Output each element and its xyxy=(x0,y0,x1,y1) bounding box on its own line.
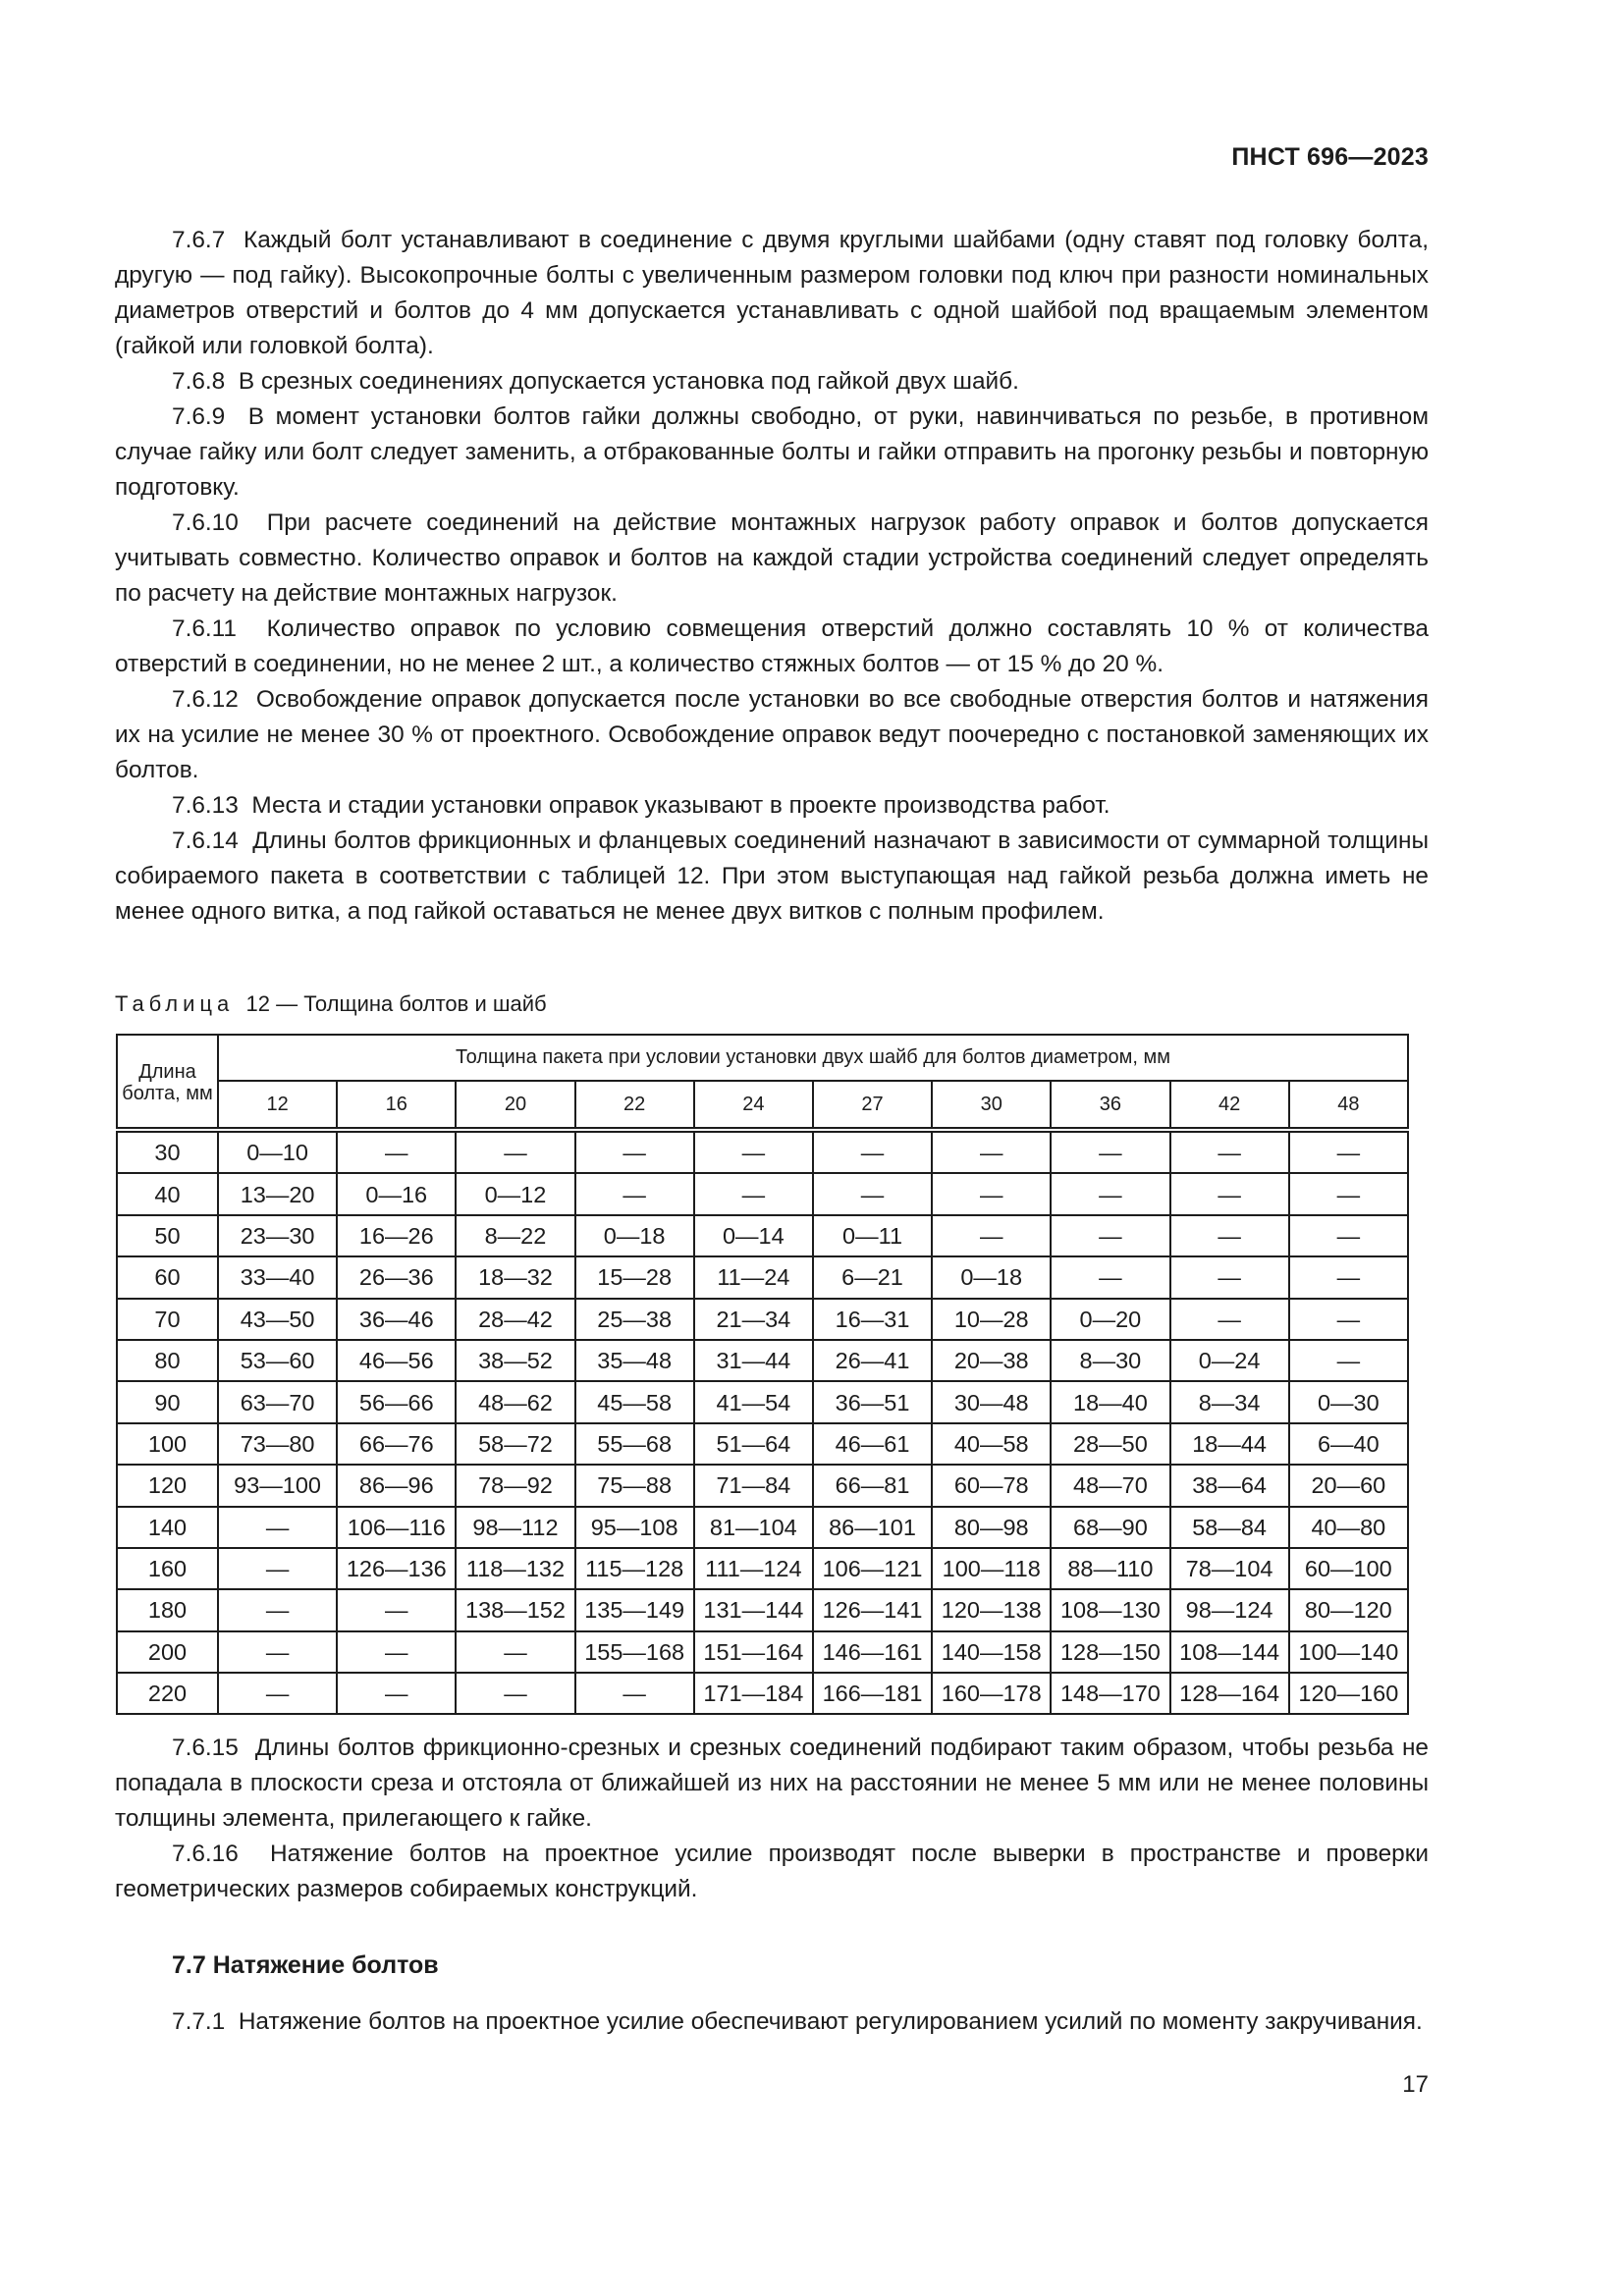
table-cell: 75—88 xyxy=(575,1465,694,1506)
paragraph-7-6-15 xyxy=(115,1731,1429,1837)
table-cell: 58—84 xyxy=(1170,1507,1289,1548)
table-cell: 36—51 xyxy=(813,1381,932,1422)
table-cell: — xyxy=(337,1673,456,1714)
table-cell: 93—100 xyxy=(218,1465,337,1506)
clause-number: 7.6.7 xyxy=(172,227,226,253)
table-cell: — xyxy=(1170,1299,1289,1340)
table-cell: — xyxy=(932,1215,1051,1256)
column-header-diameter: 27 xyxy=(813,1081,932,1130)
table-cell: 115—128 xyxy=(575,1548,694,1589)
table-cell: 6—21 xyxy=(813,1256,932,1298)
table-row xyxy=(117,1589,1408,1630)
table-cell: — xyxy=(337,1631,456,1673)
table-cell: 78—92 xyxy=(456,1465,574,1506)
table-cell: — xyxy=(456,1130,574,1173)
row-header-bolt-length: 50 xyxy=(117,1215,218,1256)
table-cell: — xyxy=(813,1130,932,1173)
table-cell: 18—44 xyxy=(1170,1423,1289,1465)
table-cell: 41—54 xyxy=(694,1381,813,1422)
table-cell: — xyxy=(1289,1299,1408,1340)
table-cell: 118—132 xyxy=(456,1548,574,1589)
table-cell: — xyxy=(456,1673,574,1714)
table-cell: 46—61 xyxy=(813,1423,932,1465)
table-cell: 18—40 xyxy=(1051,1381,1169,1422)
table-cell: — xyxy=(694,1130,813,1173)
table-cell: 45—58 xyxy=(575,1381,694,1422)
table-cell: 31—44 xyxy=(694,1340,813,1381)
table-cell: — xyxy=(337,1130,456,1173)
table-cell: 0—16 xyxy=(337,1173,456,1214)
table-cell: 25—38 xyxy=(575,1299,694,1340)
paragraph-7-6-14 xyxy=(115,824,1429,930)
table-cell: 28—50 xyxy=(1051,1423,1169,1465)
table-cell: 146—161 xyxy=(813,1631,932,1673)
table-cell: 160—178 xyxy=(932,1673,1051,1714)
table-caption-label: Таблица xyxy=(115,991,235,1016)
table-cell: 166—181 xyxy=(813,1673,932,1714)
table-cell: — xyxy=(218,1507,337,1548)
table-cell: — xyxy=(456,1631,574,1673)
paragraph-7-6-7 xyxy=(115,223,1429,364)
table-cell: 0—18 xyxy=(932,1256,1051,1298)
table-cell: 126—136 xyxy=(337,1548,456,1589)
document-code: ПНСТ 696—2023 xyxy=(1231,143,1429,171)
table-row xyxy=(117,1548,1408,1589)
table-cell: 55—68 xyxy=(575,1423,694,1465)
row-header-bolt-length: 30 xyxy=(117,1130,218,1173)
row-header-bolt-length: 100 xyxy=(117,1423,218,1465)
table-cell: 48—70 xyxy=(1051,1465,1169,1506)
table-row xyxy=(117,1507,1408,1548)
table-cell: 23—30 xyxy=(218,1215,337,1256)
paragraph-7-6-11 xyxy=(115,612,1429,682)
table-cell: 108—130 xyxy=(1051,1589,1169,1630)
table-cell: 51—64 xyxy=(694,1423,813,1465)
clause-number: 7.6.16 xyxy=(172,1841,239,1867)
row-header-bolt-length: 60 xyxy=(117,1256,218,1298)
clause-text: В момент установки болтов гайки должны свободно, от руки, навинчиваться по резьбе, в противном случае гайку или болт следует заменить, а отбракованные болты и гайки отправить на прогонку резьбы и повторную подготовку. xyxy=(115,403,1429,501)
table-cell: 140—158 xyxy=(932,1631,1051,1673)
table-row xyxy=(117,1673,1408,1714)
table-cell: 46—56 xyxy=(337,1340,456,1381)
bolt-length-table xyxy=(116,1034,1409,1715)
table-row xyxy=(117,1130,1408,1173)
table-cell: — xyxy=(1051,1173,1169,1214)
table-cell: — xyxy=(813,1173,932,1214)
table-cell: — xyxy=(1051,1130,1169,1173)
table-cell: 138—152 xyxy=(456,1589,574,1630)
column-group-header: Толщина пакета при условии установки двух шайб для болтов диаметром, мм xyxy=(218,1035,1408,1081)
clause-number: 7.6.9 xyxy=(172,403,226,430)
column-header-bolt-length: Длина болта, мм xyxy=(117,1035,218,1130)
table-cell: 0—11 xyxy=(813,1215,932,1256)
row-header-bolt-length: 200 xyxy=(117,1631,218,1673)
table-cell: 131—144 xyxy=(694,1589,813,1630)
table-cell: 88—110 xyxy=(1051,1548,1169,1589)
table-row xyxy=(117,1299,1408,1340)
row-header-bolt-length: 180 xyxy=(117,1589,218,1630)
table-cell: 26—36 xyxy=(337,1256,456,1298)
row-header-bolt-length: 40 xyxy=(117,1173,218,1214)
table-cell: — xyxy=(218,1631,337,1673)
table-cell: 106—116 xyxy=(337,1507,456,1548)
column-header-diameter: 42 xyxy=(1170,1081,1289,1130)
table-cell: 100—140 xyxy=(1289,1631,1408,1673)
row-header-bolt-length: 90 xyxy=(117,1381,218,1422)
paragraph-7-6-16 xyxy=(115,1837,1429,1907)
clause-number: 7.6.8 xyxy=(172,368,226,395)
table-cell: — xyxy=(1289,1130,1408,1173)
table-cell: 128—150 xyxy=(1051,1631,1169,1673)
table-cell: 126—141 xyxy=(813,1589,932,1630)
table-cell: — xyxy=(218,1548,337,1589)
table-cell: 40—80 xyxy=(1289,1507,1408,1548)
page-number: 17 xyxy=(1402,2071,1429,2098)
paragraph-7-6-8 xyxy=(115,364,1429,400)
table-cell: — xyxy=(337,1589,456,1630)
table-cell: 58—72 xyxy=(456,1423,574,1465)
table-cell: — xyxy=(932,1173,1051,1214)
paragraph-7-6-13 xyxy=(115,788,1429,824)
table-cell: 30—48 xyxy=(932,1381,1051,1422)
table-row xyxy=(117,1465,1408,1506)
table-cell: 8—22 xyxy=(456,1215,574,1256)
table-cell: 60—100 xyxy=(1289,1548,1408,1589)
table-cell: — xyxy=(575,1673,694,1714)
clause-text: При расчете соединений на действие монтажных нагрузок работу оправок и болтов допускается учитывать совместно. Количество оправок и болтов на каждой стадии устройства соединений следует определять по расчету на действие монтажных нагрузок. xyxy=(115,509,1429,607)
column-header-diameter: 22 xyxy=(575,1081,694,1130)
paragraph-7-7-1 xyxy=(115,2004,1429,2040)
table-cell: — xyxy=(1289,1256,1408,1298)
table-cell: — xyxy=(932,1130,1051,1173)
table-cell: 20—60 xyxy=(1289,1465,1408,1506)
table-cell: — xyxy=(1289,1340,1408,1381)
table-cell: 11—24 xyxy=(694,1256,813,1298)
table-cell: — xyxy=(1170,1173,1289,1214)
table-cell: 128—164 xyxy=(1170,1673,1289,1714)
column-header-diameter: 36 xyxy=(1051,1081,1169,1130)
section-heading: 7.7 Натяжение болтов xyxy=(172,1951,439,1979)
paragraphs-before-table xyxy=(115,223,1429,930)
row-header-bolt-length: 140 xyxy=(117,1507,218,1548)
table-cell: 135—149 xyxy=(575,1589,694,1630)
table-cell: 73—80 xyxy=(218,1423,337,1465)
paragraph-7-6-12 xyxy=(115,682,1429,788)
table-row xyxy=(117,1381,1408,1422)
section-paragraphs xyxy=(115,2004,1429,2040)
table-cell: 20—38 xyxy=(932,1340,1051,1381)
table-cell: 86—96 xyxy=(337,1465,456,1506)
row-header-bolt-length: 70 xyxy=(117,1299,218,1340)
clause-number: 7.7.1 xyxy=(172,2008,226,2035)
row-header-bolt-length: 220 xyxy=(117,1673,218,1714)
table-cell: 60—78 xyxy=(932,1465,1051,1506)
table-cell: 95—108 xyxy=(575,1507,694,1548)
table-row xyxy=(117,1215,1408,1256)
table-row xyxy=(117,1423,1408,1465)
clause-text: Натяжение болтов на проектное усилие обеспечивают регулированием усилий по моменту закручивания. xyxy=(238,2008,1423,2035)
table-cell: 108—144 xyxy=(1170,1631,1289,1673)
table-cell: 68—90 xyxy=(1051,1507,1169,1548)
clause-text: Натяжение болтов на проектное усилие производят после выверки в пространстве и проверки геометрических размеров собираемых конструкций. xyxy=(115,1841,1429,1902)
clause-number: 7.6.12 xyxy=(172,686,239,713)
table-cell: 0—18 xyxy=(575,1215,694,1256)
paragraph-7-6-9 xyxy=(115,400,1429,506)
clause-number: 7.6.10 xyxy=(172,509,239,536)
table-cell: 63—70 xyxy=(218,1381,337,1422)
table-cell: 151—164 xyxy=(694,1631,813,1673)
table-cell: 0—30 xyxy=(1289,1381,1408,1422)
row-header-bolt-length: 160 xyxy=(117,1548,218,1589)
table-cell: 66—76 xyxy=(337,1423,456,1465)
table-cell: 28—42 xyxy=(456,1299,574,1340)
table-cell: 56—66 xyxy=(337,1381,456,1422)
column-header-diameter: 30 xyxy=(932,1081,1051,1130)
clause-number: 7.6.11 xyxy=(172,615,238,642)
column-header-diameter: 16 xyxy=(337,1081,456,1130)
table-cell: — xyxy=(1289,1215,1408,1256)
table-cell: 16—26 xyxy=(337,1215,456,1256)
table-cell: 53—60 xyxy=(218,1340,337,1381)
clause-text: Количество оправок по условию совмещения отверстий должно составлять 10 % от количества отверстий в соединении, но не менее 2 шт., а количество стяжных болтов — от 15 % до 20 %. xyxy=(115,615,1429,677)
table-cell: 43—50 xyxy=(218,1299,337,1340)
table-cell: 26—41 xyxy=(813,1340,932,1381)
table-cell: 80—98 xyxy=(932,1507,1051,1548)
column-header-diameter: 12 xyxy=(218,1081,337,1130)
table-cell: 33—40 xyxy=(218,1256,337,1298)
table-cell: — xyxy=(1170,1256,1289,1298)
table-cell: — xyxy=(1051,1256,1169,1298)
table-cell: — xyxy=(575,1173,694,1214)
table-cell: 38—52 xyxy=(456,1340,574,1381)
clause-number: 7.6.13 xyxy=(172,792,239,819)
table-cell: 78—104 xyxy=(1170,1548,1289,1589)
table-cell: 0—24 xyxy=(1170,1340,1289,1381)
table-cell: 100—118 xyxy=(932,1548,1051,1589)
table-cell: 21—34 xyxy=(694,1299,813,1340)
table-caption xyxy=(115,991,547,1017)
clause-text: Длины болтов фрикционно-срезных и срезных соединений подбирают таким образом, чтобы резьба не попадала в плоскости среза и отстояла от ближайшей из них на расстоянии не менее 5 мм или не менее половины толщины элемента, прилегающего к гайке. xyxy=(115,1735,1429,1832)
table-cell: 48—62 xyxy=(456,1381,574,1422)
clause-number: 7.6.14 xyxy=(172,828,239,854)
clause-text: Освобождение оправок допускается после установки во все свободные отверстия болтов и натяжения их на усилие не менее 30 % от проектного. Освобождение оправок ведут поочередно с постановкой заменяющих их болтов. xyxy=(115,686,1429,783)
table-cell: 86—101 xyxy=(813,1507,932,1548)
table-cell: 111—124 xyxy=(694,1548,813,1589)
row-header-bolt-length: 80 xyxy=(117,1340,218,1381)
table-cell: 16—31 xyxy=(813,1299,932,1340)
table-cell: 66—81 xyxy=(813,1465,932,1506)
paragraphs-after-table xyxy=(115,1731,1429,1907)
paragraph-7-6-10 xyxy=(115,506,1429,612)
column-header-diameter: 48 xyxy=(1289,1081,1408,1130)
table-cell: 8—30 xyxy=(1051,1340,1169,1381)
column-header-diameter: 20 xyxy=(456,1081,574,1130)
table-cell: — xyxy=(1051,1215,1169,1256)
table-cell: 98—112 xyxy=(456,1507,574,1548)
table-cell: 40—58 xyxy=(932,1423,1051,1465)
table-cell: 10—28 xyxy=(932,1299,1051,1340)
table-cell: 148—170 xyxy=(1051,1673,1169,1714)
table-caption-title: 12 — Толщина болтов и шайб xyxy=(245,991,547,1016)
table-row xyxy=(117,1256,1408,1298)
clause-number: 7.6.15 xyxy=(172,1735,239,1761)
clause-text: Длины болтов фрикционных и фланцевых соединений назначают в зависимости от суммарной толщины собираемого пакета в соответствии с таблицей 12. При этом выступающая над гайкой резьба должна иметь не менее одного витка, а под гайкой оставаться не менее двух витков с полным профилем. xyxy=(115,828,1429,925)
table-cell: 98—124 xyxy=(1170,1589,1289,1630)
table-cell: 120—138 xyxy=(932,1589,1051,1630)
table-row xyxy=(117,1340,1408,1381)
table-cell: 171—184 xyxy=(694,1673,813,1714)
table-cell: 120—160 xyxy=(1289,1673,1408,1714)
table-cell: — xyxy=(1170,1130,1289,1173)
table-cell: 71—84 xyxy=(694,1465,813,1506)
table-row xyxy=(117,1631,1408,1673)
table-cell: 13—20 xyxy=(218,1173,337,1214)
table-cell: — xyxy=(1170,1215,1289,1256)
table-cell: 155—168 xyxy=(575,1631,694,1673)
table-cell: 8—34 xyxy=(1170,1381,1289,1422)
column-header-diameter: 24 xyxy=(694,1081,813,1130)
table-cell: 36—46 xyxy=(337,1299,456,1340)
table-cell: 0—14 xyxy=(694,1215,813,1256)
table-row xyxy=(117,1173,1408,1214)
table-cell: 80—120 xyxy=(1289,1589,1408,1630)
table-cell: 18—32 xyxy=(456,1256,574,1298)
clause-text: Каждый болт устанавливают в соединение с двумя круглыми шайбами (одну ставят под головку болта, другую — под гайку). Высокопрочные болты с увеличенным размером головки под ключ при разности номинальных диаметров отверстий и болтов до 4 мм допускается устанавливать с одной шайбой под вращаемым элементом (гайкой или головкой болта). xyxy=(115,227,1429,359)
clause-text: В срезных соединениях допускается установка под гайкой двух шайб. xyxy=(238,368,1019,395)
table-cell: — xyxy=(218,1589,337,1630)
table-cell: 38—64 xyxy=(1170,1465,1289,1506)
table-cell: 0—20 xyxy=(1051,1299,1169,1340)
table-cell: 35—48 xyxy=(575,1340,694,1381)
table-cell: 6—40 xyxy=(1289,1423,1408,1465)
row-header-bolt-length: 120 xyxy=(117,1465,218,1506)
table-cell: 0—10 xyxy=(218,1130,337,1173)
table-cell: — xyxy=(575,1130,694,1173)
table-cell: — xyxy=(1289,1173,1408,1214)
clause-text: Места и стадии установки оправок указывают в проекте производства работ. xyxy=(251,792,1110,819)
table-cell: — xyxy=(694,1173,813,1214)
table-cell: — xyxy=(218,1673,337,1714)
table-cell: 15—28 xyxy=(575,1256,694,1298)
table-cell: 81—104 xyxy=(694,1507,813,1548)
table-cell: 106—121 xyxy=(813,1548,932,1589)
table-cell: 0—12 xyxy=(456,1173,574,1214)
